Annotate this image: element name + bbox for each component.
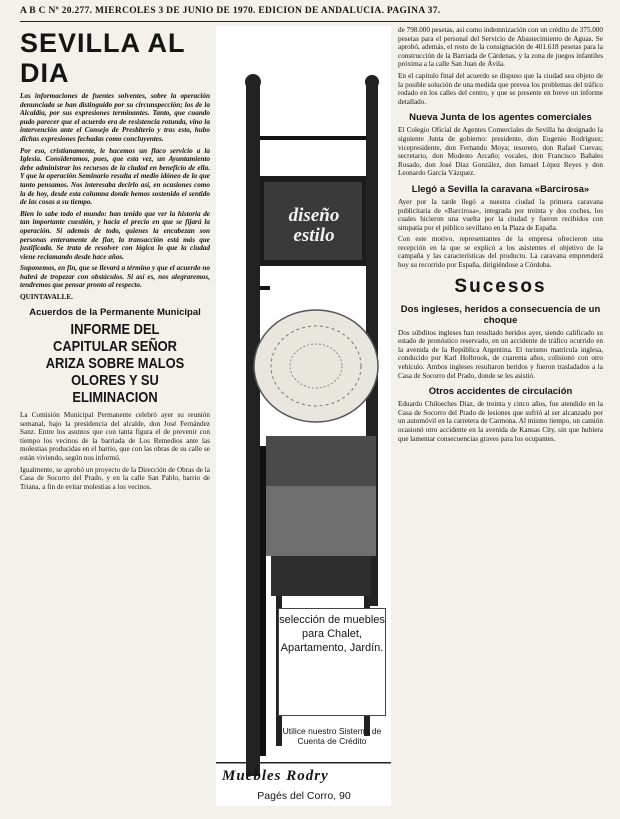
- editorial-body-3: Suponemos, en fin, que se llevará a término y que el acuerdo no habrá de tropezar con obstáculos. Si así es, nos alegraremos, tendremos que pensar pronto al respecto.: [20, 264, 210, 290]
- chair-post-left: [246, 86, 260, 776]
- page-header: A B C Nº 20.277. MIERCOLES 3 DE JUNIO DE 1970. EDICION DE ANDALUCIA. PAGINA 37.: [20, 6, 441, 16]
- article-body-accidentes: Eduardo Chiloeches Díaz, de treinta y cinco años, fue atendido en la Casa de Socorro del Prado de lesiones que sufrió al ser alcanzado por un automóvil en la carretera de Carmona. Al mismo tiempo, un camión ocasionó otro accidente en la avenida de Kansas City, sin que hubiera que lamentar consecuencias graves para los ocupantes.: [398, 400, 603, 443]
- column-right-news: [398, 26, 603, 806]
- headline-informe-ariza: INFORME DEL CAPITULAR SEÑOR ARIZA SOBRE MALOS OLORES Y SU ELIMINACION: [45, 321, 185, 407]
- ad-logo-diseno-estilo: diseño estilo: [288, 205, 340, 246]
- article-body-caravana-1: Ayer por la tarde llegó a nuestra ciudad la primera caravana publicitaria de «Barcirosa», integrada por treinta y dos coches, los cuales hicieron una vuelta por la ciudad y fueron recibidos con simpatía por el público sevillano en la Plaza de España.: [398, 197, 603, 232]
- headline-otros-accidentes: Otros accidentes de circulación: [428, 386, 573, 398]
- article-body-permanente-1: La Comisión Municipal Permanente celebró ayer su reunión semanal, bajo la presidencia del alcalde, don José Fernández Sanz. Entre los asuntos que con tanta figura el de prevenir con tiempo los vecinos de la barriada de Los Remedios ante las molestias producidas en el barrio, que con las obras de su calle se están viviendo, según nos informó.: [20, 411, 210, 463]
- post-knob-left: [245, 74, 261, 90]
- article-body-permanente-2: Igualmente, se aprobó un proyecto de la Dirección de Obras de la Casa de Socorro del Prado, y en la calle San Pablo, barrio de Triana, a fin de evitar molestias a los vecinos.: [20, 465, 210, 491]
- article-body-ingleses: Dos súbditos ingleses han resultado heridos ayer, siendo calificado su estado de pronóstico reservado, en un accidente de tráfico ocurrido en la avenida de la República Argentina. El turismo matrícula inglesa, conducido por Karl Holbrook, de cuarenta años, colisionó con otro vehículo. Ambos ingleses resultaron heridos y fueron trasladados a la Casa de Socorro del Prado, donde se les asistió.: [398, 328, 603, 380]
- headline-junta-agentes: Nueva Junta de los agentes comerciales: [409, 112, 592, 124]
- wicker-seat: [254, 310, 378, 422]
- ad-shop-address: Pagés del Corro, 90: [257, 790, 351, 802]
- section-title-sevilla: SEVILLA AL DIA: [20, 28, 186, 88]
- ad-credit-line: Utilice nuestro Sistema de Cuenta de Crédito: [282, 726, 382, 746]
- ad-bottom-rule: [216, 762, 391, 764]
- ad-shop-name: Muebles Rodry: [222, 768, 329, 784]
- chair-slat-1: [260, 446, 266, 756]
- editorial-body-1: Por eso, cristianamente, le hacemos un flaco servicio a la Iglesia. Consideramos, pues, que esta vez, un Ayuntamiento debe administrar los recursos de la ciudad en beneficio de ella. Y que la operación Seminario resulta el medio idóneo de la que tanto pensamos. Nos interesaba decirlo así, en ocasiones como la de hoy, desde esta columna donde hemos sostenido el sentido de las cosas a su tiempo.: [20, 146, 210, 207]
- editorial-signature: QUINTAVALLE.: [20, 293, 73, 302]
- furniture-advertisement: [216, 26, 391, 806]
- ad-selection-box: selección de muebles para Chalet, Apartamento, Jardín.: [278, 608, 386, 716]
- editorial-body-2: Bien lo sabe todo el mundo: han tenido que ver la historia de tan importante cuestión, y hacia el precio en que se fijará la operación. Si además de todo, quienes la encabezan son personas enteramente de fiar, la transacción está más que justificada. Se trata de resolver con lógica lo que la ciudad viene reclamando desde hace años.: [20, 209, 210, 261]
- header-rule: [20, 21, 600, 22]
- wicker-chair-front: [271, 556, 371, 596]
- editorial-intro: Las informaciones de fuentes solventes, sobre la operación denunciada se han distinguido por su circunspección; los de la Alcaldía, por sus expresiones terminantes. Tanto, que cuando pudo parecer que el acuerdo era de resistencia rotunda, vino la intervención ante el Consejo de Presbiterio y tras esto, hubo dichas expresiones fechadas como concluyentes.: [20, 92, 210, 143]
- article-body-caravana-2: Con este motivo, representantes de la empresa ofrecieron una recepción en la que se explicó a los asistentes el objetivo de la campaña y las características del producto. La caravana emprenderá hoy su recorrido por España, dirigiéndose a Córdoba.: [398, 235, 603, 270]
- section-title-sucesos: Sucesos: [454, 275, 547, 297]
- headline-caravana: Llegó a Sevilla la caravana «Barcirosa»: [411, 183, 590, 195]
- column-sevilla-al-dia: [20, 26, 210, 806]
- chair-slat-2: [260, 136, 366, 140]
- article-body-junta: El Colegio Oficial de Agentes Comerciales de Sevilla ha designado la siguiente Junta de gobierno: presidente, don Eugenio Rodríguez; vicepresidente, don Fernando Moya; tesorero, don Rafael Cuevas; secretario, don Modesto Arcaño; vocales, don Francisco Bañales Rosado, don José Díaz González, don Ismael López Reyes y don Leonardo García Vázquez.: [398, 126, 603, 178]
- post-knob-right: [365, 75, 379, 89]
- chair-slat-3: [260, 286, 270, 290]
- wicker-chair-body: [266, 436, 376, 486]
- article-continued-2: En el capítulo final del acuerdo se dispuso que la ciudad sea objeto de la posible solución de una medida que prevea los problemas del tráfico rodado en los calles del centro, y que se presente en breve un informe detallado.: [398, 71, 603, 106]
- wicker-chair-seat: [266, 486, 376, 556]
- article-continued-1: de 798.000 pesetas, así como indemnización con un crédito de 375.000 pesetas para el personal del Servicio de Abastecimiento de Aguas. Se aprobó, además, el resto de la consignación de 401.618 pesetas para la construcción de la Barriada de Cárdenas, y la zona de juegos infantiles próxima a la calle San Juan de Ávila.: [398, 26, 603, 69]
- headline-ingleses-heridos: Dos ingleses, heridos a consecuencia de un choque: [400, 303, 601, 326]
- section-title-permanente: Acuerdos de la Permanente Municipal: [29, 307, 201, 319]
- ad-panel: [216, 26, 391, 806]
